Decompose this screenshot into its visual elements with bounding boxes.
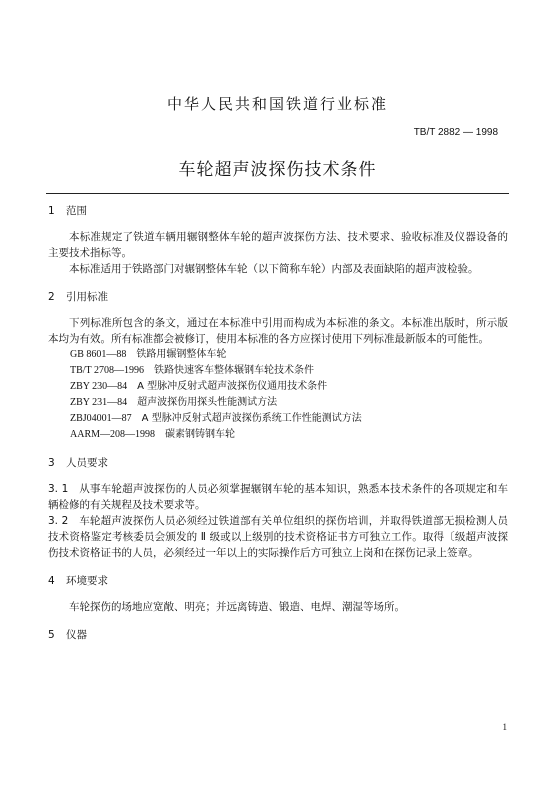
reference-title: A 型脉冲反射式超声波探伤系统工作性能测试方法 <box>141 413 362 424</box>
section-heading-personnel <box>48 455 508 471</box>
scope-paragraph-2: 本标准适用于铁路部门对辗钢整体车轮（以下简称车轮）内部及表面缺陷的超声波检验。 <box>69 263 479 275</box>
reference-item <box>70 347 508 363</box>
reference-title: A 型脉冲反射式超声波探伤仪通用技术条件 <box>137 381 328 392</box>
section-number: 1 <box>48 205 55 217</box>
standard-number: TB/T 2882 — 1998 <box>413 127 498 138</box>
clause-3-2: 3. 2 车轮超声波探伤人员必须经过铁道部有关单位组织的探伤培训，并取得铁道部无损检测人员技术资格鉴定考核委员会颁发的 Ⅱ 级或以上级别的技术资格证书方可独立工作。取得〔级超声波探伤技术资格证书的人员，必须经过一年以上的实际操作后方可独立上岗和在探伤记录上签章。 <box>48 515 508 559</box>
document-title: 车轮超声波探伤技术条件 <box>178 160 377 180</box>
scope-paragraph-1: 本标准规定了铁道车辆用辗钢整体车轮的超声波探伤方法、技术要求、验收标准及仪器设备的主要技术指标等。 <box>48 231 508 259</box>
section-title: 人员要求 <box>66 457 108 469</box>
clause-3-1: 3. 1 从事车轮超声波探伤的人员必须掌握辗钢车轮的基本知识，熟悉本技术条件的各项规定和车辆检修的有关规程及技术要求等。 <box>48 483 508 511</box>
environment-paragraph: 车轮探伤的场地应宽敞、明亮；并远离铸造、锻造、电焊、潮湿等场所。 <box>69 601 405 613</box>
section-title: 仪器 <box>66 629 87 641</box>
reference-item <box>70 395 508 411</box>
reference-title: 铁路用辗钢整体车轮 <box>136 349 227 360</box>
reference-code: TB/T 2708—1996 <box>70 365 144 376</box>
reference-item <box>70 427 508 443</box>
section-number: 5 <box>48 629 55 641</box>
section-heading-scope <box>48 203 508 219</box>
industry-title: 中华人民共和国铁道行业标准 <box>166 95 388 113</box>
reference-code: ZBJ04001—87 <box>70 413 132 424</box>
section-number: 2 <box>48 291 55 303</box>
document-body <box>48 203 508 643</box>
reference-item <box>70 363 508 379</box>
reference-code: AARM—208—1998 <box>70 429 156 440</box>
reference-title: 碳素钢铸钢车轮 <box>165 429 236 440</box>
reference-title: 铁路快速客车整体辗钢车轮技术条件 <box>153 365 314 376</box>
reference-code: ZBY 231—84 <box>70 397 128 408</box>
section-heading-instruments <box>48 627 508 643</box>
page-number: 1 <box>502 722 507 732</box>
references-intro: 下列标准所包含的条文，通过在本标准中引用而构成为本标准的条文。本标准出版时，所示版本均为有效。所有标准都会被修订，使用本标准的各方应探讨使用下列标准最新版本的可能性。 <box>48 317 508 345</box>
section-title: 环境要求 <box>66 575 108 587</box>
section-heading-references <box>48 289 508 305</box>
reference-code: GB 8601—88 <box>70 349 127 360</box>
section-number: 4 <box>48 575 55 587</box>
reference-title: 超声波探伤用探头性能测试方法 <box>137 397 278 408</box>
title-divider <box>46 193 509 194</box>
section-heading-environment <box>48 573 508 589</box>
reference-code: ZBY 230—84 <box>70 381 128 392</box>
section-title: 引用标准 <box>66 291 108 303</box>
reference-item <box>70 379 508 395</box>
section-title: 范围 <box>66 205 87 217</box>
reference-item <box>70 411 508 427</box>
section-number: 3 <box>48 457 55 469</box>
